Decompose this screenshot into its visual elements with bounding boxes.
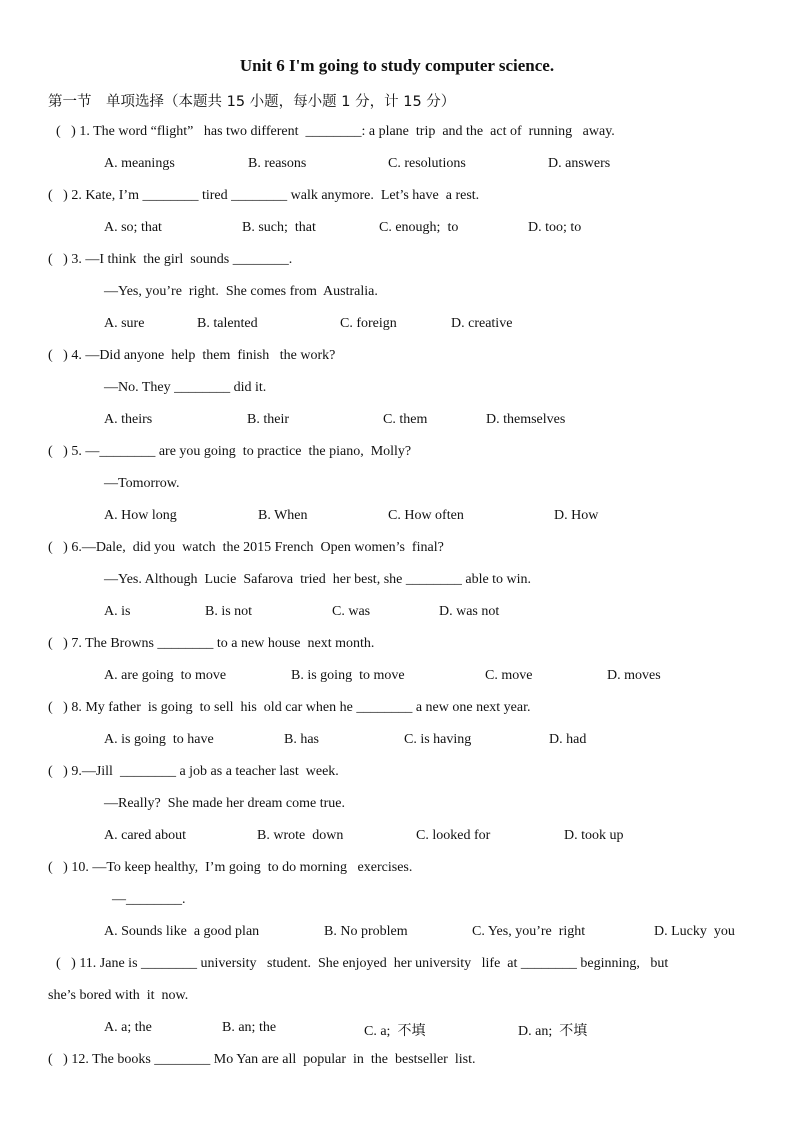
q5-option-c: C. How often (388, 508, 464, 523)
q1-option-d: D. answers (548, 156, 611, 171)
q2-option-d: D. too; to (528, 220, 582, 235)
q3-option-b: B. talented (197, 316, 258, 331)
question-2-stem: ( ) 2. Kate, I’m ________ tired ________ walk anymore. Let’s have a rest. (48, 188, 480, 203)
q10-option-c: C. Yes, you’re right (472, 924, 586, 939)
q6-option-c: C. was (332, 604, 371, 619)
question-8-stem: ( ) 8. My father is going to sell his old car when he ________ a new one next year. (48, 700, 531, 715)
q5-option-b: B. When (258, 508, 308, 523)
q11-option-c-blank: 不填 (397, 1023, 426, 1039)
question-5-stem: ( ) 5. —________ are you going to practice the piano, Molly? (48, 444, 412, 459)
q5-option-d: D. How (554, 508, 599, 523)
q7-option-d: D. moves (607, 668, 661, 683)
q8-option-c: C. is having (404, 732, 472, 747)
q6-option-d: D. was not (439, 604, 500, 619)
question-7-stem: ( ) 7. The Browns ________ to a new house next month. (48, 636, 375, 651)
q8-option-a: A. is going to have (104, 732, 214, 747)
q10-option-d: D. Lucky you (654, 924, 735, 939)
q9-option-c: C. looked for (416, 828, 491, 843)
q5-option-a: A. How long (104, 508, 177, 523)
q10-option-b: B. No problem (324, 924, 408, 939)
q11-option-a: A. a; the (104, 1020, 152, 1035)
q3-reply: —Yes, you’re right. She comes from Australia. (104, 284, 378, 299)
question-9-stem: ( ) 9.—Jill ________ a job as a teacher last week. (48, 764, 339, 779)
q7-option-b: B. is going to move (291, 668, 405, 683)
q11-option-d-blank: 不填 (559, 1023, 588, 1039)
q7-option-c: C. move (485, 668, 533, 683)
q6-option-b: B. is not (205, 604, 253, 619)
q10-option-a: A. Sounds like a good plan (104, 924, 260, 939)
question-10-stem: ( ) 10. —To keep healthy, I’m going to do morning exercises. (48, 860, 413, 875)
q4-reply: —No. They ________ did it. (104, 380, 267, 395)
q11-option-d-letter: D. an; (518, 1024, 560, 1039)
q11-option-c-letter: C. a; (364, 1024, 398, 1039)
q7-option-a: A. are going to move (104, 668, 227, 683)
q9-option-a: A. cared about (104, 828, 187, 843)
q6-reply: —Yes. Although Lucie Safarova tried her best, she ________ able to win. (104, 572, 532, 587)
q3-option-a: A. sure (104, 316, 145, 331)
question-12-stem: ( ) 12. The books ________ Mo Yan are all popular in the bestseller list. (48, 1052, 476, 1067)
q11-option-b: B. an; the (222, 1020, 277, 1035)
q11-option-d (518, 1020, 587, 1040)
q4-option-d: D. themselves (486, 412, 566, 427)
q9-option-b: B. wrote down (257, 828, 344, 843)
section-heading: 第一节 单项选择（本题共 15 小题，每小题 1 分，计 15 分） (48, 94, 456, 110)
q9-reply: —Really? She made her dream come true. (104, 796, 346, 811)
q6-option-a: A. is (104, 604, 131, 619)
q3-option-c: C. foreign (340, 316, 397, 331)
q1-option-a: A. meanings (104, 156, 175, 171)
q5-reply: —Tomorrow. (104, 476, 180, 491)
q3-option-d: D. creative (451, 316, 513, 331)
q10-reply: —________. (112, 892, 186, 907)
question-11-stem: ( ) 11. Jane is ________ university student. She enjoyed her university life at ________ beginning, but (56, 956, 669, 971)
q8-option-b: B. has (284, 732, 319, 747)
q11-option-c (364, 1020, 425, 1040)
q9-option-d: D. took up (564, 828, 624, 843)
question-6-stem: ( ) 6.—Dale, did you watch the 2015 French Open women’s final? (48, 540, 444, 555)
q4-option-b: B. their (247, 412, 289, 427)
q4-option-c: C. them (383, 412, 428, 427)
q2-option-a: A. so; that (104, 220, 162, 235)
q2-option-b: B. such; that (242, 220, 316, 235)
q4-option-a: A. theirs (104, 412, 153, 427)
q1-option-b: B. reasons (248, 156, 307, 171)
question-4-stem: ( ) 4. —Did anyone help them finish the work? (48, 348, 336, 363)
question-3-stem: ( ) 3. —I think the girl sounds ________. (48, 252, 293, 267)
page-title: Unit 6 I'm going to study computer science. (239, 56, 555, 75)
q1-option-c: C. resolutions (388, 156, 466, 171)
question-11-stem-continued: she’s bored with it now. (48, 988, 189, 1003)
question-1-stem: ( ) 1. The word “flight” has two different ________: a plane trip and the act of running away. (56, 124, 615, 139)
q8-option-d: D. had (549, 732, 587, 747)
q2-option-c: C. enough; to (379, 220, 459, 235)
